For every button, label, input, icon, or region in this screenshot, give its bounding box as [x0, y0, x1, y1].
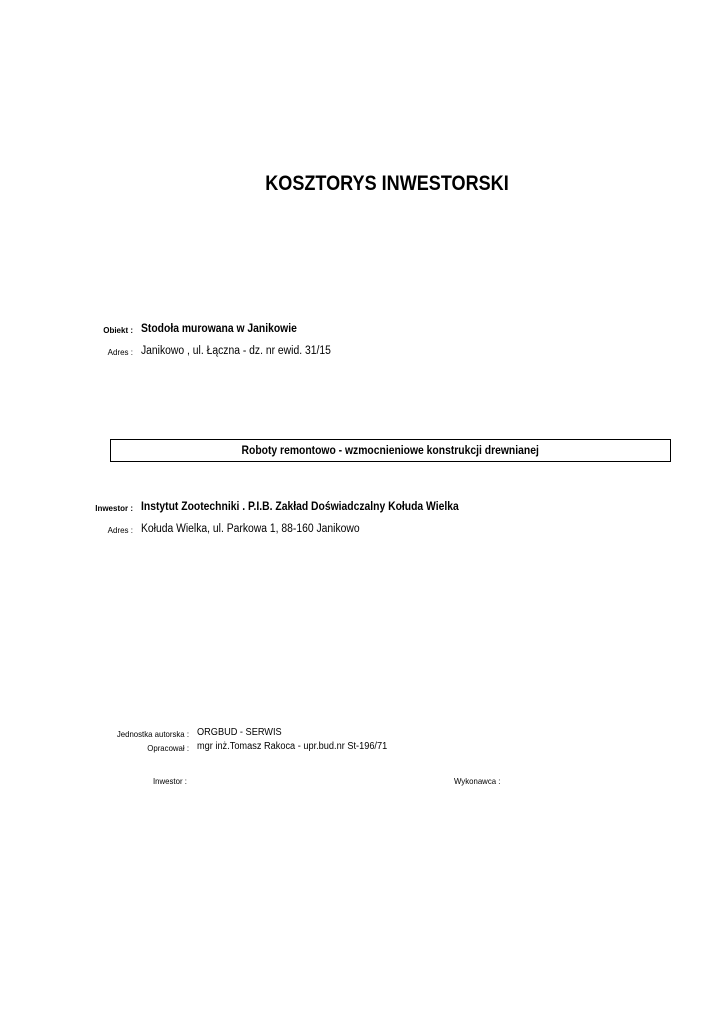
object-label: Obiekt : — [103, 326, 133, 335]
document-title: KOSZTORYS INWESTORSKI — [265, 172, 509, 195]
investor-address-label: Adres : — [107, 526, 133, 535]
investor-label: Inwestor : — [95, 504, 133, 513]
authoring-unit-value: ORGBUD - SERWIS — [197, 727, 282, 738]
scope-text: Roboty remontowo - wzmocnieniowe konstrukcji drewnianej — [241, 444, 540, 457]
investor-value: Instytut Zootechniki . P.I.B. Zakład Doświadczalny Kołuda Wielka — [141, 501, 459, 513]
investor-address-value: Kołuda Wielka, ul. Parkowa 1, 88-160 Janikowo — [141, 523, 360, 535]
authoring-prepared-label: Opracował : — [147, 743, 189, 753]
signature-contractor-label: Wykonawca : — [454, 776, 501, 786]
authoring-prepared-value: mgr inż.Tomasz Rakoca - upr.bud.nr St-196/71 — [197, 741, 388, 752]
object-address-value: Janikowo , ul. Łączna - dz. nr ewid. 31/15 — [141, 345, 331, 357]
object-address-label: Adres : — [107, 348, 133, 357]
scope-box — [110, 439, 671, 462]
signature-investor-label: Inwestor : — [153, 776, 187, 786]
authoring-unit-label: Jednostka autorska : — [116, 729, 189, 739]
object-value: Stodoła murowana w Janikowie — [141, 323, 297, 335]
